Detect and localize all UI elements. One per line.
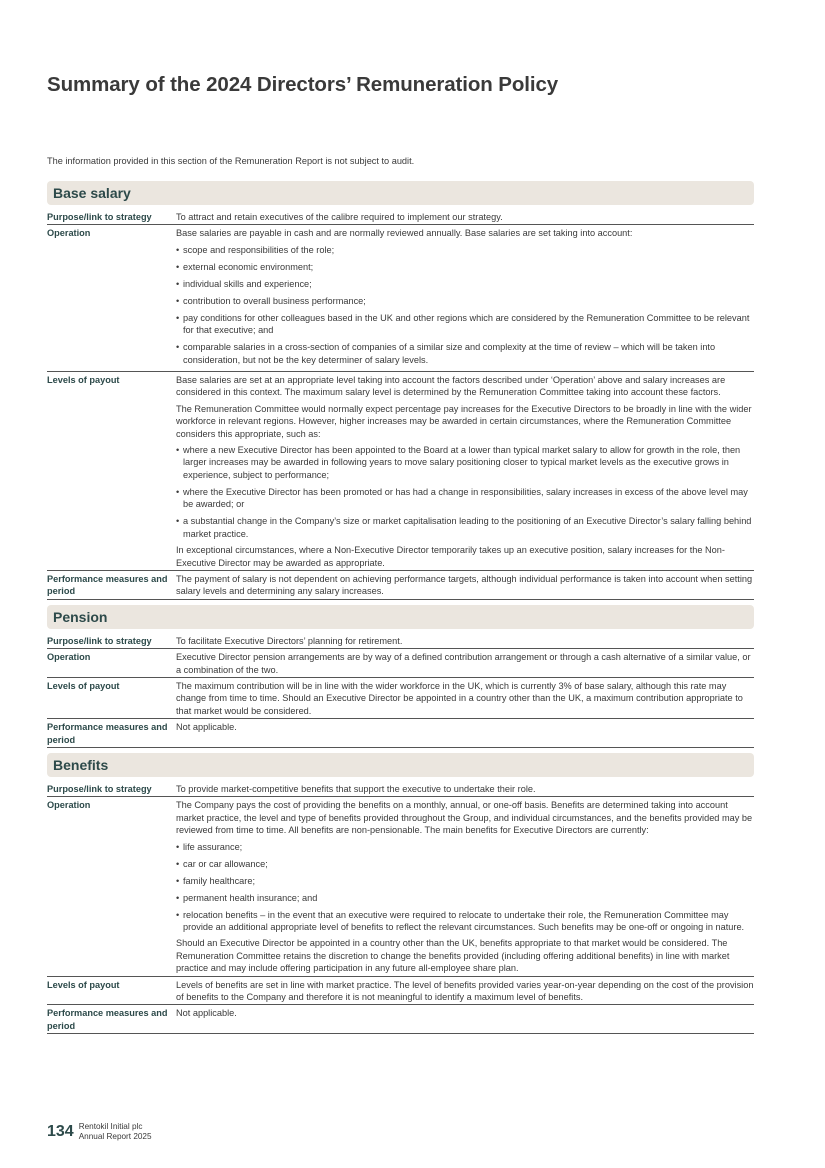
intro-text: The information provided in this section of the Remuneration Report is not subject to audit. [47,156,415,166]
policy-row [47,977,754,1006]
row-body [176,373,754,569]
bullet-item: • individual skills and experience; [176,278,754,290]
row-body [176,679,754,717]
bullet-item: • where a new Executive Director has been appointed to the Board at a lower than typical market salary to allow for growth in the role, then larger increases may be awarded in following years to move salary positioning closer to typical market levels as the executive grows in experience, subject to performance; [176,444,754,481]
policy-row [47,209,754,225]
bullet-list [176,841,754,934]
bullet-item: • car or car allowance; [176,858,754,870]
section-pension [47,605,754,748]
section-heading: Base salary [47,181,754,205]
row-paragraph: To provide market-competitive benefits that support the executive to undertake their role. [176,783,536,794]
page-title: Summary of the 2024 Directors’ Remuneration Policy [47,73,559,96]
row-body [176,226,754,370]
bullet-item: • where the Executive Director has been promoted or has had a change in responsibilities, salary increases in excess of the above level may be awarded; or [176,486,754,511]
section-heading: Pension [47,605,754,629]
row-label: Purpose/link to strategy [47,635,152,646]
policy-row [47,571,754,600]
row-label: Levels of payout [47,979,120,990]
row-label: Operation [47,652,91,663]
row-paragraph: To attract and retain executives of the calibre required to implement our strategy. [176,212,503,222]
row-label: Operation [47,228,91,239]
policy-row [47,719,754,748]
bullet-list [176,444,754,540]
section-heading: Benefits [47,753,754,777]
policy-content [47,181,754,1039]
row-body [176,210,754,223]
row-paragraph: The maximum contribution will be in line with the wider workforce in the UK, which is currently 3% of base salary, although this rate may change from time to time. Should an Executive Director be appointed in a country other than the UK, a maximum contribution appropriate to that market would be considered. [176,680,743,716]
bullet-item: • a substantial change in the Company’s size or market capitalisation leading to the positioning of an Executive Director’s salary falling behind market practice. [176,515,754,540]
row-body [176,720,754,746]
policy-row [47,225,754,372]
row-label: Purpose/link to strategy [47,783,152,794]
row-label: Performance measures and period [47,722,168,745]
row-label: Purpose/link to strategy [47,212,152,222]
row-label: Performance measures and period [47,573,168,597]
row-paragraph: Base salaries are payable in cash and are normally reviewed annually. Base salaries are set taking into account: [176,228,633,239]
row-body [176,978,754,1004]
bullet-item: • comparable salaries in a cross-section of companies of a similar size and complexity at the time of review – which will be taken into consideration, but not be the key determiner of salary levels. [176,341,754,366]
policy-row [47,633,754,649]
policy-row [47,649,754,678]
page-footer [47,1122,152,1142]
bullet-item: • scope and responsibilities of the role; [176,244,754,256]
row-body [176,572,754,598]
bullet-item: • external economic environment; [176,261,754,273]
row-body [176,634,754,647]
bullet-item: • family healthcare; [176,875,754,887]
row-paragraph: Levels of benefits are set in line with market practice. The level of benefits provided varies year-on-year depending on the cost of the provision of benefits to the Company and therefore it is not meaningful to identify a maximum level of benefits. [176,979,754,1003]
footer-publication [79,1122,152,1142]
row-paragraph: The payment of salary is not dependent on achieving performance targets, although individual performance is taken into account when setting salary levels and determining any salary increases. [176,573,753,597]
row-body [176,782,754,795]
row-paragraph: In exceptional circumstances, where a Non-Executive Director temporarily takes up an executive position, salary increases for the Non-Executive Director may be awarded as appropriate. [176,545,725,568]
page-number: 134 [47,1123,74,1140]
row-body [176,650,754,676]
row-body [176,1006,754,1032]
bullet-item: • contribution to overall business performance; [176,295,754,307]
policy-row [47,678,754,719]
policy-row [47,1005,754,1034]
row-paragraph: Not applicable. [176,722,237,733]
bullet-item: • permanent health insurance; and [176,892,754,904]
footer-report: Annual Report 2025 [78,1132,152,1141]
row-label: Performance measures and period [47,1008,168,1031]
row-label: Levels of payout [47,375,120,386]
policy-row [47,781,754,797]
bullet-item: • pay conditions for other colleagues based in the UK and other regions which are considered by the Remuneration Committee to be relevant for that executive; and [176,312,754,337]
section-base-salary [47,181,754,600]
row-body [176,798,754,974]
policy-row [47,372,754,571]
row-paragraph: The Company pays the cost of providing the benefits on a monthly, annual, or one-off basis. Benefits are determined taking into account market practice, the level and type of benefits provided throughout the Group, and individual circumstances, and the benefits provided may be reviewed from time to time. All benefits are non-pensionable. The main benefits for Executive Directors are currently: [176,800,753,836]
bullet-item: • life assurance; [176,841,754,853]
row-paragraph: Should an Executive Director be appointed in a country other than the UK, benefits appropriate to that market would be considered. The Remuneration Committee retains the discretion to change the benefits provided (including offering additional benefits) in line with market practice and may include offering participation in any future all-employee share plan. [176,938,730,974]
row-paragraph: Executive Director pension arrangements are by way of a defined contribution arrangement or through a cash alternative of a similar value, or a combination of the two. [176,652,751,675]
bullet-list [176,244,754,366]
section-benefits [47,753,754,1034]
row-label: Operation [47,800,91,811]
bullet-item: • relocation benefits – in the event that an executive were required to relocate to undertake their role, the Remuneration Committee may provide an additional appropriate level of benefits to reflect the relevant circumstances. Such benefits may be one-off or ongoing in nature. [176,909,754,934]
row-label: Levels of payout [47,680,120,691]
footer-company: Rentokil Initial plc [78,1122,143,1131]
row-paragraph: Not applicable. [176,1008,237,1019]
row-paragraph: Base salaries are set at an appropriate level taking into account the factors described under ‘Operation’ above and salary increases are considered in this context. The maximum salary level is determined by the Remuneration Committee taking into account these factors. [176,375,726,398]
row-paragraph: The Remuneration Committee would normally expect percentage pay increases for the Executive Directors to be broadly in line with the wider workforce in relevant regions. However, higher increases may be awarded in certain circumstances, where the Remuneration Committee considers this appropriate, such as: [176,403,752,439]
row-paragraph: To facilitate Executive Directors’ planning for retirement. [176,635,403,646]
policy-row [47,797,754,976]
